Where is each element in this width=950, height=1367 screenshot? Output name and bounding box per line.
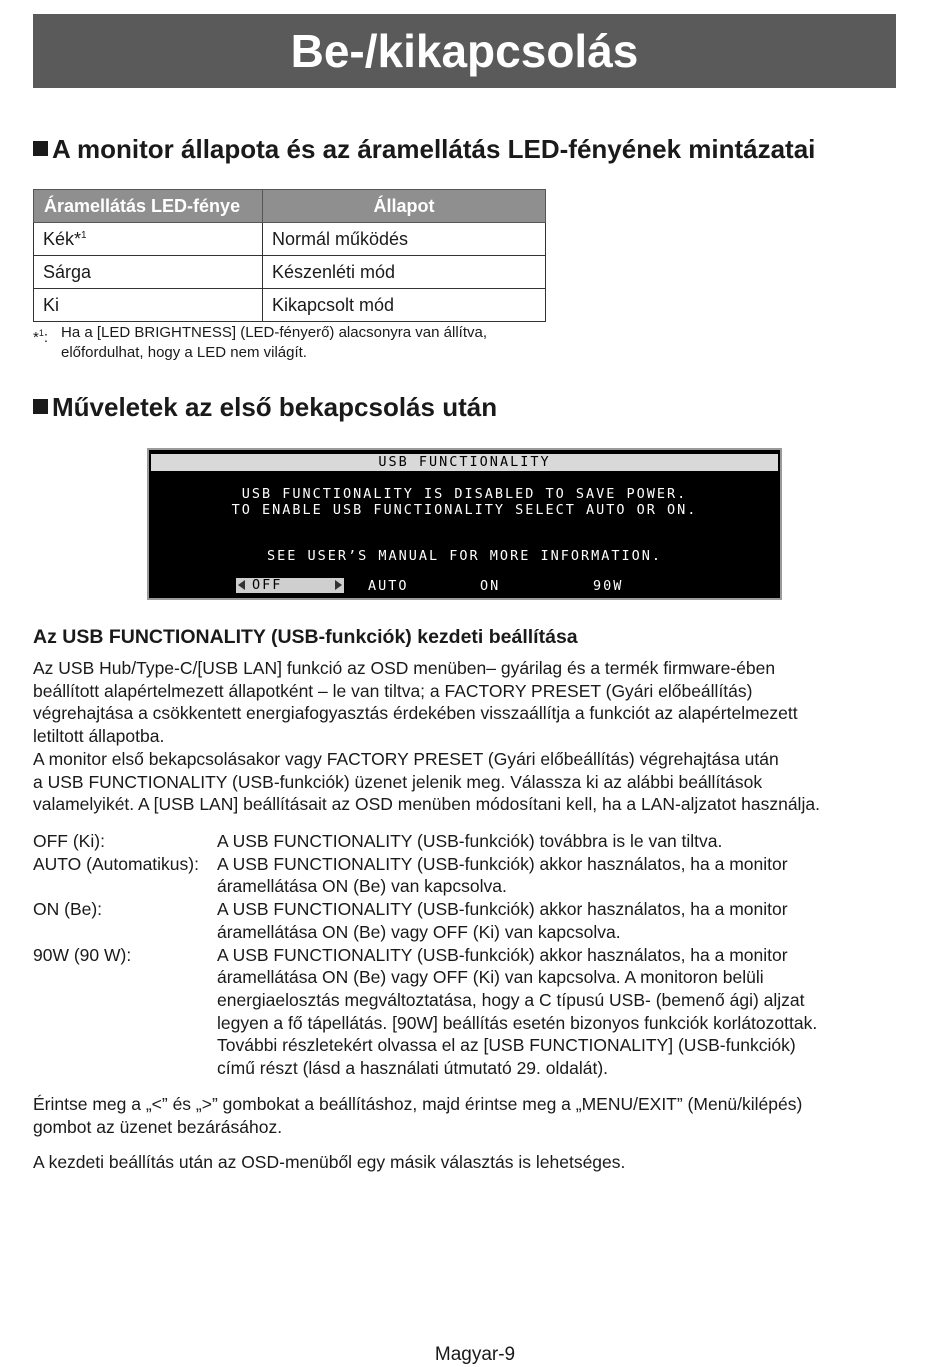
table-header-state: Állapot	[263, 190, 546, 223]
definition-term: 90W (90 W):	[33, 944, 132, 965]
paragraph-buttons	[33, 1093, 903, 1138]
definition-description	[217, 830, 877, 853]
text-line: a USB FUNCTIONALITY (USB-funkciók) üzenet jelenik meg. Válassza ki az alábbi beállítások	[33, 771, 763, 792]
led-status-table	[33, 189, 546, 322]
definition-description	[217, 944, 877, 1080]
paragraph-after-setup: A kezdeti beállítás után az OSD-menüből egy másik választás is lehetséges.	[33, 1152, 626, 1172]
table-cell-led	[34, 223, 263, 256]
text-line: áramellátása ON (Be) van kapcsolva.	[217, 876, 507, 897]
led-label: Kék*	[43, 228, 82, 249]
footnote-colon: :	[43, 329, 49, 346]
table-cell-led: Ki	[34, 289, 263, 322]
definition-row-off	[33, 830, 903, 853]
footnote-text: Ha a [LED BRIGHTNESS] (LED-fényerő) alacsonyra van állítva, előfordulhat, hogy a LED nem világít.	[61, 324, 487, 361]
text-line: című részt (lásd a használati útmutató 29. oldalát).	[217, 1058, 609, 1079]
text-line: gombot az üzenet bezárásához.	[33, 1116, 283, 1137]
osd-screen-image	[147, 448, 782, 600]
text-line: A USB FUNCTIONALITY (USB-funkciók) akkor használatos, ha a monitor	[217, 899, 788, 920]
left-arrow-icon	[238, 580, 245, 590]
page-number: Magyar-9	[434, 1344, 516, 1365]
table-header-led: Áramellátás LED-fénye	[34, 190, 263, 223]
table-row	[34, 289, 546, 322]
definition-term: OFF (Ki):	[33, 831, 105, 851]
osd-title: USB FUNCTIONALITY	[151, 454, 778, 471]
text-line: letiltott állapotba.	[33, 726, 165, 747]
text-line: A USB FUNCTIONALITY (USB-funkciók) továbbra is le van tiltva.	[217, 831, 723, 851]
definition-row-90w	[33, 944, 903, 1080]
text-line: Érintse meg a „<” és „>” gombokat a beállításhoz, majd érintse meg a „MENU/EXIT” (Menü/kilépés)	[33, 1094, 803, 1114]
table-row	[34, 223, 546, 256]
section-heading-text: Műveletek az első bekapcsolás után	[52, 392, 498, 422]
definition-term: AUTO (Automatikus):	[33, 853, 199, 874]
table-header-row	[34, 190, 546, 223]
text-line: beállított alapértelmezett állapotként – le van tiltva; a FACTORY PRESET (Gyári előbeállítás)	[33, 680, 753, 701]
section-heading-text: A monitor állapota és az áramellátás LED-fényének mintázatai	[52, 134, 816, 164]
text-line: áramellátása ON (Be) vagy OFF (Ki) van kapcsolva. A monitoron belüli	[217, 967, 764, 988]
table-cell-state: Kikapcsolt mód	[263, 289, 546, 322]
table-cell-state: Normál működés	[263, 223, 546, 256]
table-cell-state: Készenléti mód	[263, 256, 546, 289]
square-bullet-icon	[33, 141, 48, 156]
option-definitions	[33, 830, 903, 1080]
section-heading-led-patterns	[33, 134, 815, 165]
text-line: végrehajtása a csökkentett energiafogyasztás érdekében visszaállítja a funkciót az alapértelmezett	[33, 703, 798, 724]
footnote-ref: 1	[81, 229, 87, 241]
section-heading-first-power-on	[33, 392, 497, 423]
definition-description	[217, 898, 877, 943]
text-line: áramellátása ON (Be) vagy OFF (Ki) van kapcsolva.	[217, 921, 621, 942]
osd-option-auto: AUTO	[368, 578, 409, 594]
footnote-asterisk: *	[33, 329, 39, 346]
footnote-mark	[33, 323, 48, 348]
text-line: A USB FUNCTIONALITY (USB-funkciók) akkor használatos, ha a monitor	[217, 944, 788, 965]
page-title: Be-/kikapcsolás	[33, 14, 896, 88]
right-arrow-icon	[335, 580, 342, 590]
text-line: Az USB Hub/Type-C/[USB LAN] funkció az OSD menüben– gyárilag és a termék firmware-ében	[33, 658, 776, 678]
text-line: A monitor első bekapcsolásakor vagy FACTORY PRESET (Gyári előbeállítás) végrehajtása után	[33, 748, 779, 769]
osd-option-label: OFF	[252, 577, 283, 593]
definition-row-auto	[33, 853, 903, 898]
text-line: valamelyikét. A [USB LAN] beállításait az OSD menüben módosítani kell, ha a LAN-aljzatot használja.	[33, 794, 820, 815]
text-line: energiaelosztás megváltoztatása, hogy a C típusú USB- (bemenő ági) aljzat	[217, 989, 805, 1010]
osd-option-off-selected	[236, 578, 344, 593]
text-line: legyen a fő tápellátás. [90W] beállítás esetén bizonyos funkciók korlátozottak.	[217, 1012, 818, 1033]
definition-term: ON (Be):	[33, 899, 103, 920]
text-line: A USB FUNCTIONALITY (USB-funkciók) akkor használatos, ha a monitor	[217, 853, 788, 874]
table-cell-led: Sárga	[34, 256, 263, 289]
square-bullet-icon	[33, 399, 48, 414]
table-row	[34, 256, 546, 289]
osd-message-line: USB FUNCTIONALITY IS DISABLED TO SAVE POWER.	[241, 486, 688, 502]
text-line: További részletekért olvassa el az [USB FUNCTIONALITY] (USB-funkciók)	[217, 1035, 796, 1056]
osd-message-line: SEE USER’S MANUAL FOR MORE INFORMATION.	[267, 548, 662, 564]
paragraph-intro	[33, 657, 903, 816]
footnote	[33, 323, 553, 363]
definition-description	[217, 853, 877, 898]
definition-row-on	[33, 898, 903, 943]
osd-option-on: ON	[480, 578, 501, 594]
subheading-usb-initial-setting: Az USB FUNCTIONALITY (USB-funkciók) kezdeti beállítása	[33, 626, 578, 648]
osd-message-line: TO ENABLE USB FUNCTIONALITY SELECT AUTO OR ON.	[231, 502, 698, 518]
osd-option-90w: 90W	[593, 578, 624, 594]
footnote-number: 1	[38, 328, 44, 338]
